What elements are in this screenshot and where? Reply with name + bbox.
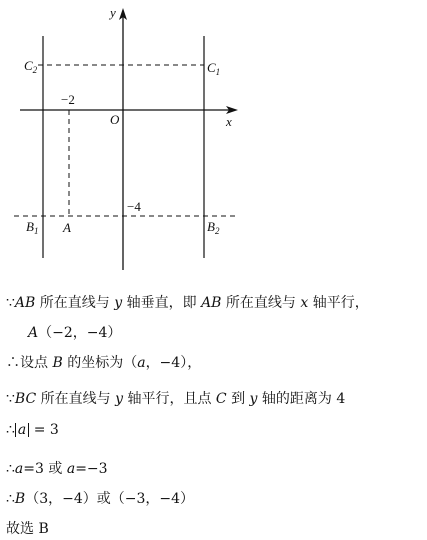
x-axis-label: x (226, 114, 232, 129)
y-axis-label: y (110, 5, 116, 20)
tick-label-y: −4 (127, 199, 141, 214)
origin-label: O (110, 112, 120, 127)
label-A: A (63, 220, 71, 235)
label-C1: $C_1$ (207, 60, 221, 77)
label-B1: $B_1$ (26, 219, 39, 236)
solution-line-6: ∴a=3 或 a=−3 (6, 461, 108, 477)
solution-line-8: 故选 B (6, 521, 49, 537)
tick-label-x: −2 (61, 92, 75, 107)
absolute-value: a (15, 423, 29, 437)
solution-line-4: ∵BC 所在直线与 y 轴平行，且点 C 到 y 轴的距离为 4 (6, 391, 346, 407)
solution-line-3: ∴设点 B 的坐标为（a，−4）， (6, 355, 202, 371)
solution-line-1: ∵AB 所在直线与 y 轴垂直，即 AB 所在直线与 x 轴平行， (6, 295, 369, 311)
solution-line-2: A（−2，−4） (28, 325, 122, 341)
solution-line-5: ∴ a = 3 (6, 422, 59, 438)
label-C2: $C_2$ (24, 58, 38, 75)
label-B2: $B_2$ (207, 219, 220, 236)
solution-line-7: ∴B（3，−4）或（−3，−4） (6, 491, 195, 507)
